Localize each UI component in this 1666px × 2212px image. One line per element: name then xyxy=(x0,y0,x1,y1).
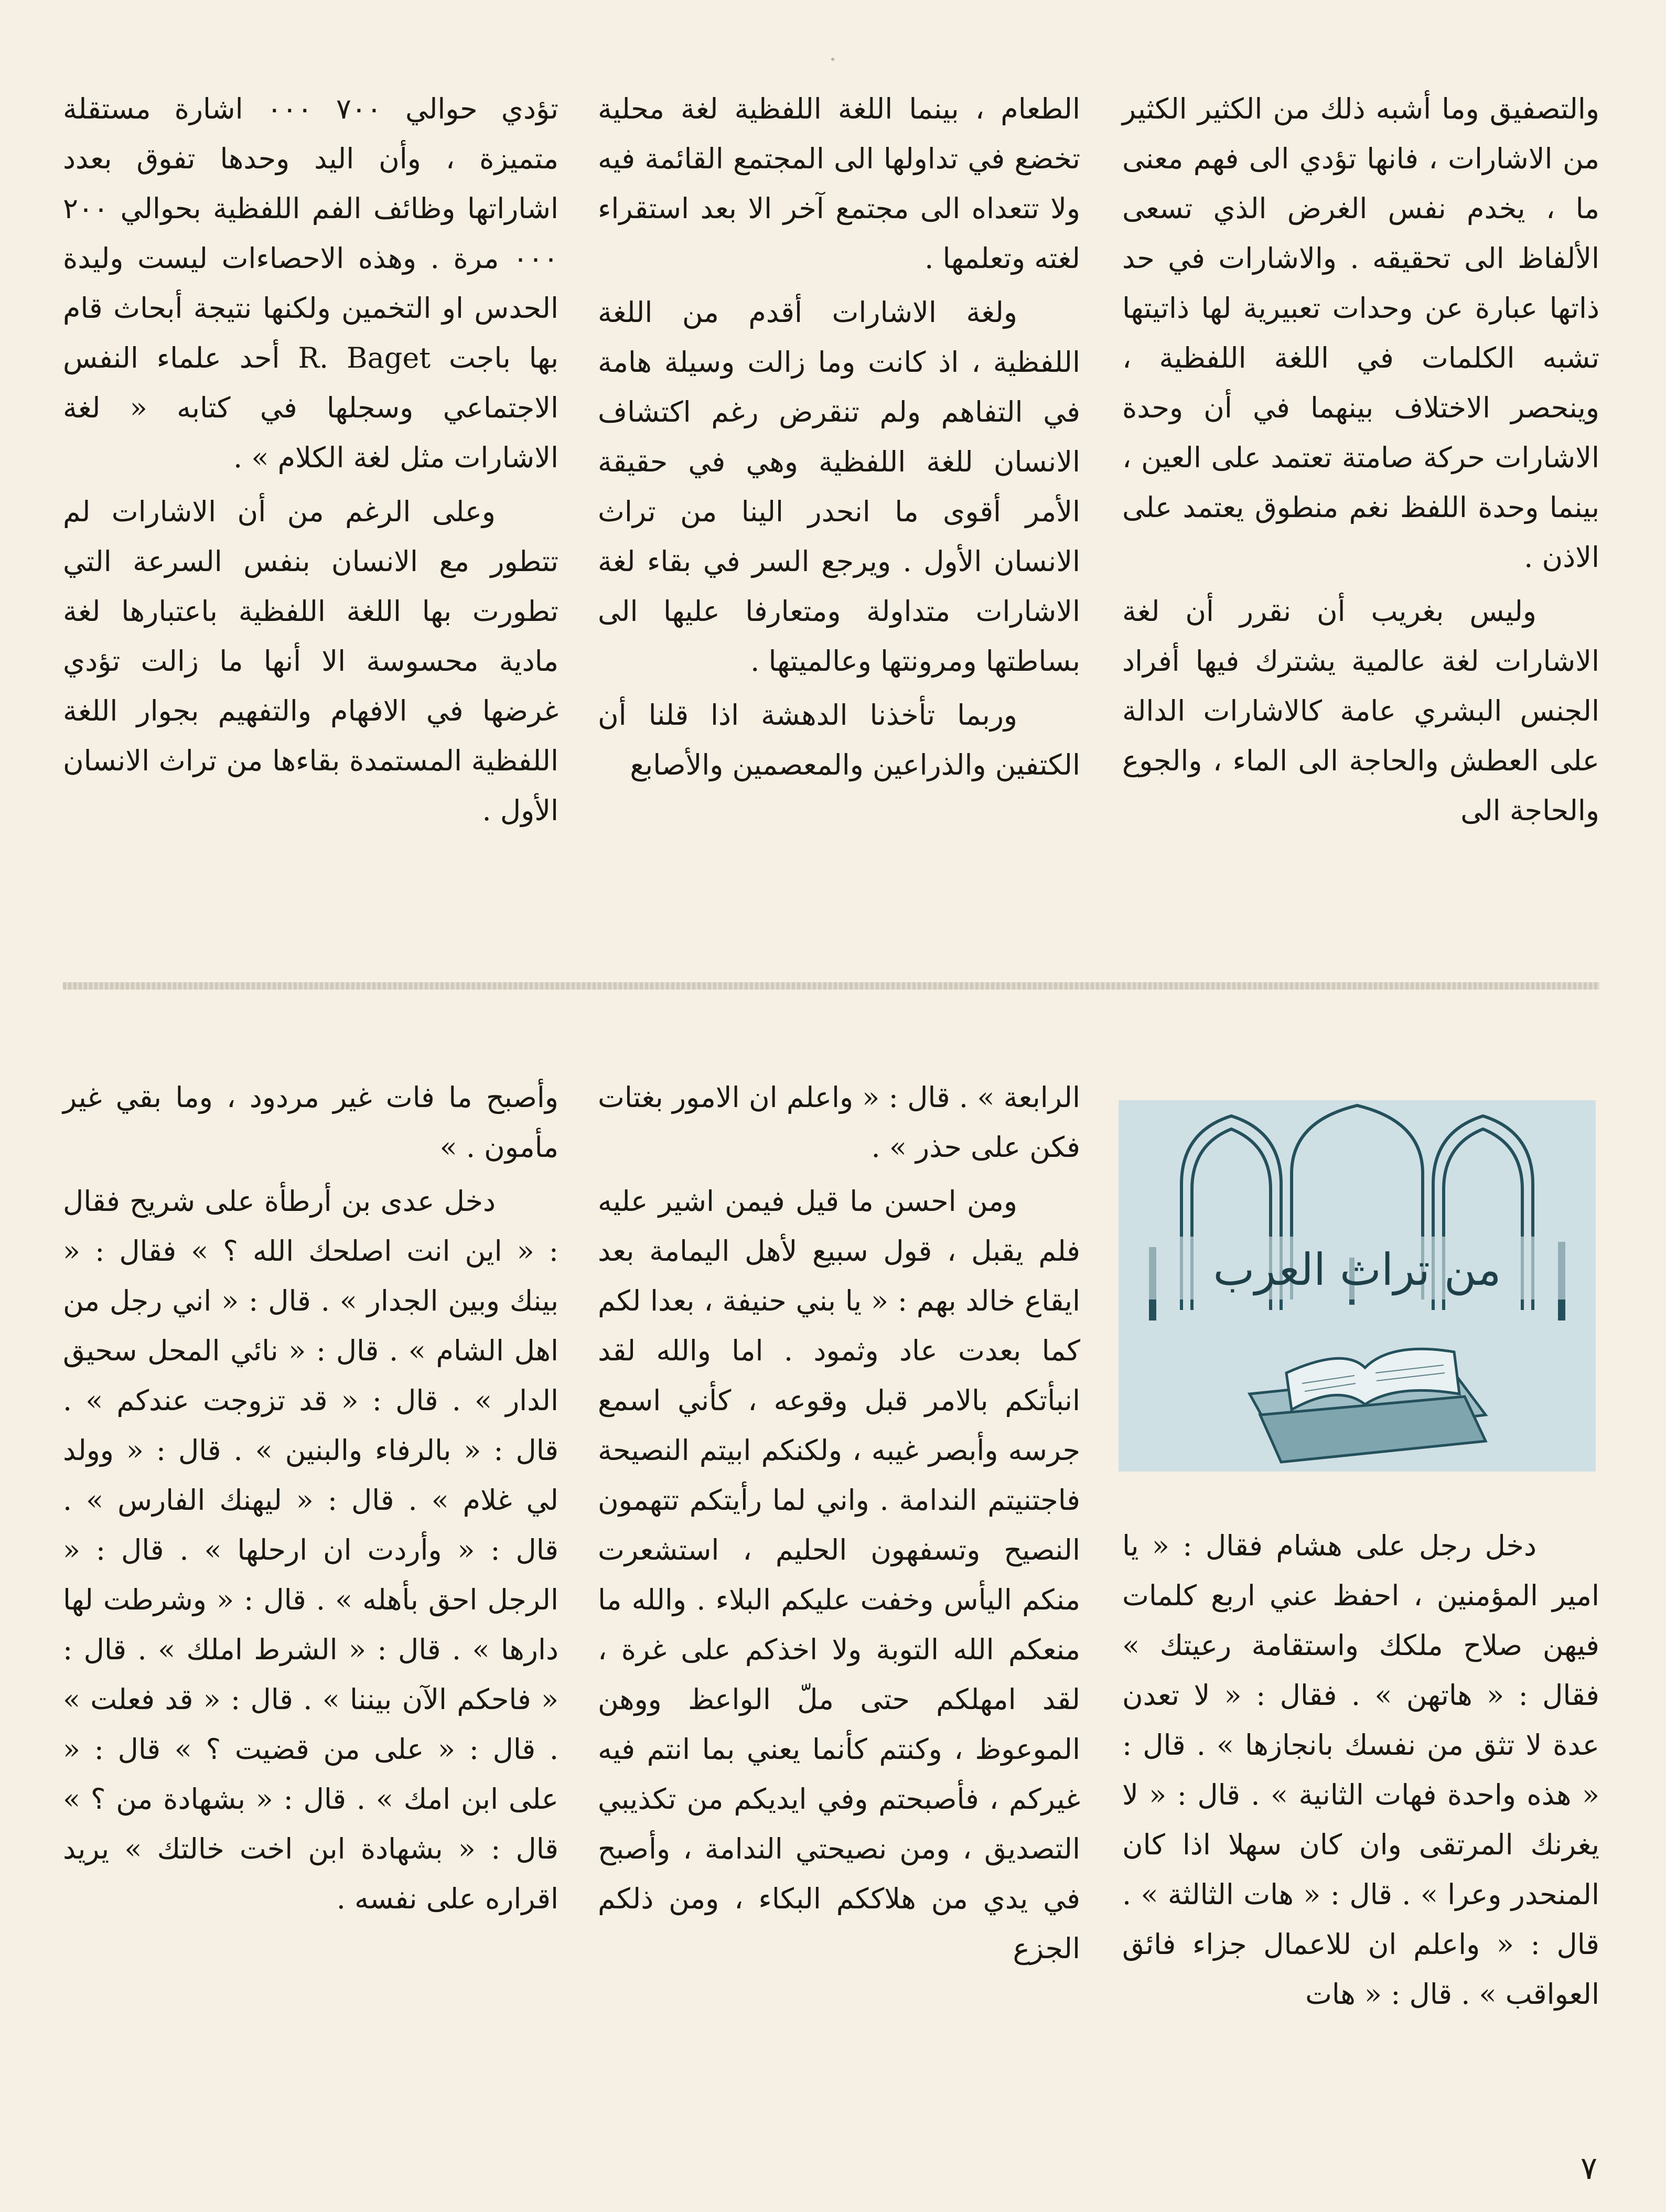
top-left-column xyxy=(63,84,558,835)
bottom-middle-column xyxy=(598,1072,1080,1973)
books-and-arches-illustration xyxy=(1119,1100,1596,1472)
paragraph: والتصفيق وما أشبه ذلك من الكثير الكثير من الاشارات ، فانها تؤدي الى فهم معنى ما ، يخدم نفس الغرض الذي تسعى الألفاظ الى تحقيقه . والاشارات في حد ذاتها عبارة عن وحدات تعبيرية لها ذاتيتها تشبه الكلمات في اللغة اللفظية ، وينحصر الاختلاف بينهما في أن وحدة الاشارات حركة صامتة تعتمد على العين ، بينما وحدة اللفظ نغم منطوق يعتمد على الاذن . xyxy=(1122,92,1599,574)
top-middle-column xyxy=(598,84,1080,790)
bottom-right-column xyxy=(1122,1521,1599,2019)
paragraph: الرابعة » . قال : « واعلم ان الامور بغتات فكن على حذر » . xyxy=(598,1081,1080,1164)
paragraph: ولغة الاشارات أقدم من اللغة اللفظية ، اذ كانت وما زالت وسيلة هامة في التفاهم ولم تنقرض رغم اكتشاف الانسان للغة اللفظية وهي في حقيقة الأمر أقوى ما انحدر الينا من تراث الانسان الأول . ويرجع السر في بقاء لغة الاشارات متداولة ومتعارفا عليها الى بساطتها ومرونتها وعالميتها . xyxy=(598,296,1080,678)
page-number: ٧ xyxy=(1580,2150,1598,2187)
paragraph: وعلى الرغم من أن الاشارات لم تتطور مع الانسان بنفس السرعة التي تطورت بها اللغة اللفظية باعتبارها لغة مادية محسوسة الا أنها ما زالت تؤدي غرضها في الافهام والتفهيم بجوار اللغة اللفظية المستمدة بقاءها من تراث الانسان الأول . xyxy=(63,495,558,827)
top-dot xyxy=(831,58,834,61)
paragraph: تؤدي حوالي ٧٠٠ ٠٠٠ اشارة مستقلة متميزة ، وأن اليد وحدها تفوق بعدد اشاراتها وظائف الفم اللفظية بحوالي ٢٠٠ ٠٠٠ مرة . وهذه الاحصاءات ليست وليدة الحدس او التخمين ولكنها نتيجة أبحاث قام بها باجت R. Baget أحد علماء النفس الاجتماعي وسجلها في كتابه « لغة الاشارات مثل لغة الكلام » . xyxy=(63,92,559,474)
top-right-column xyxy=(1122,84,1599,835)
paragraph: دخل رجل على هشام فقال : « يا امير المؤمنين ، احفظ عني اربع كلمات فيهن صلاح ملكك واستقامة رعيتك » فقال : « هاتهن » . فقال : « لا تعدن عدة لا تثق من نفسك بانجازها » . قال : « هذه واحدة فهات الثانية » . قال : « لا يغرنك المرتقى وان كان سهلا اذا كان المنحدر وعرا » . قال : « هات الثالثة » . قال : « واعلم ان للاعمال جزاء فائق العواقب » . قال : « هات xyxy=(1122,1529,1599,2011)
paragraph: وربما تأخذنا الدهشة اذا قلنا أن الكتفين والذراعين والمعصمين والأصابع xyxy=(598,699,1080,781)
bottom-left-column xyxy=(63,1072,558,1924)
paragraph: وأصبح ما فات غير مردود ، وما بقي غير مأمون . » xyxy=(63,1081,558,1164)
section-divider xyxy=(63,982,1599,990)
section-illustration xyxy=(1119,1100,1596,1472)
paragraph: ومن احسن ما قيل فيمن اشير عليه فلم يقبل ، قول سبيع لأهل اليمامة بعد ايقاع خالد بهم : « يا بني حنيفة ، بعدا لكم كما بعدت عاد وثمود . اما والله لقد انبأتكم بالامر قبل وقوعه ، كأني اسمع جرسه وأبصر غيبه ، ولكنكم ابيتم النصيحة فاجتنيتم الندامة . واني لما رأيتكم تتهمون النصيح وتسفهون الحليم ، استشعرت منكم اليأس وخفت عليكم البلاء . والله ما منعكم الله التوبة ولا اخذكم على غرة ، لقد امهلكم حتى ملّ الواعظ ووهن الموعوظ ، وكنتم كأنما يعني بما انتم فيه غيركم ، فأصبحتم وفي ايديكم من تكذيبي التصديق ، ومن نصيحتي الندامة ، وأصبح في يدي من هلاككم البكاء ، ومن ذلكم الجزع xyxy=(598,1185,1080,1965)
paragraph: دخل عدى بن أرطأة على شريح فقال : « اين انت اصلحك الله ؟ » فقال : « بينك وبين الجدار » . قال : « اني رجل من اهل الشام » . قال : « نائي المحل سحيق الدار » . قال : « قد تزوجت عندكم » . قال : « بالرفاء والبنين » . قال : « وولد لي غلام » . قال : « ليهنك الفارس » . قال : « وأردت ان ارحلها » . قال : « الرجل احق بأهله » . قال : « وشرطت لها دارها » . قال : « الشرط املك » . قال : « فاحكم الآن بيننا » . قال : « قد فعلت » . قال : « على من قضيت ؟ » قال : « على ابن امك » . قال : « بشهادة من ؟ » قال : « بشهادة ابن اخت خالتك » يريد اقراره على نفسه . xyxy=(63,1185,558,1915)
paragraph: وليس بغريب أن نقرر أن لغة الاشارات لغة عالمية يشترك فيها أفراد الجنس البشري عامة كالاشارات الدالة على العطش والحاجة الى الماء ، والجوع والحاجة الى xyxy=(1122,595,1599,827)
paragraph: الطعام ، بينما اللغة اللفظية لغة محلية تخضع في تداولها الى المجتمع القائمة فيه ولا تتعداه الى مجتمع آخر الا بعد استقراء لغته وتعلمها . xyxy=(598,92,1080,275)
illustration-title: من تراث العرب xyxy=(1213,1244,1501,1295)
